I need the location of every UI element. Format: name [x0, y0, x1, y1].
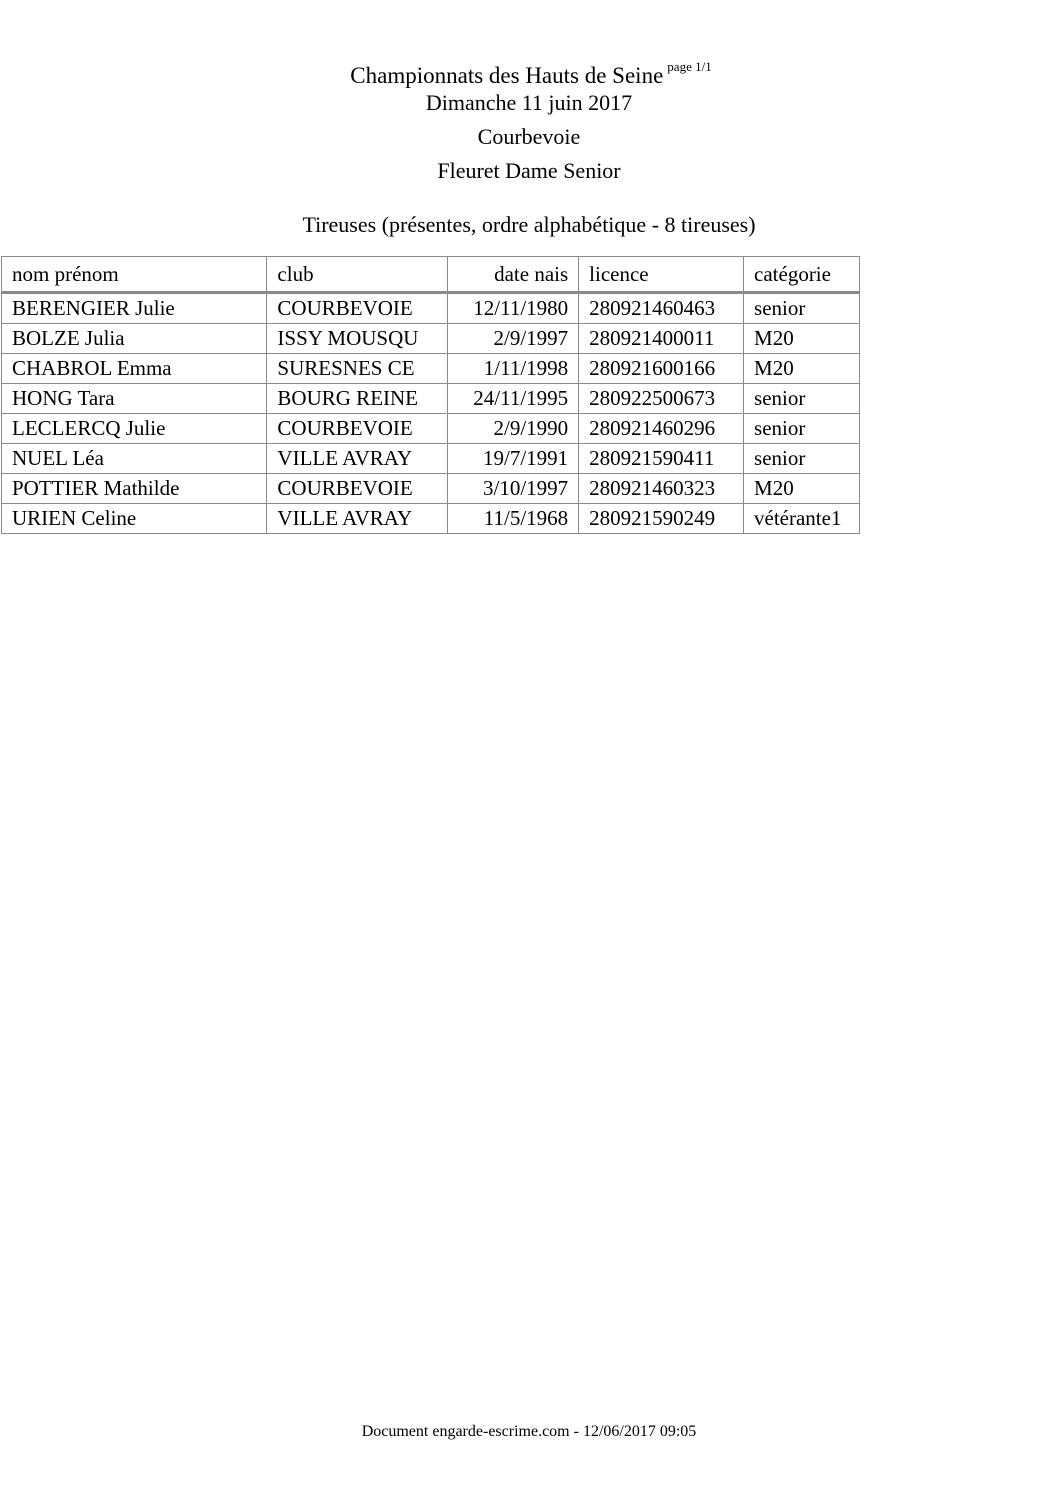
cell-birthdate: 12/11/1980 [448, 293, 579, 324]
cell-name: BERENGIER Julie [2, 293, 267, 324]
cell-name: BOLZE Julia [2, 324, 267, 354]
cell-birthdate: 11/5/1968 [448, 504, 579, 534]
page-number: page 1/1 [667, 59, 712, 74]
cell-birthdate: 2/9/1990 [448, 414, 579, 444]
cell-birthdate: 24/11/1995 [448, 384, 579, 414]
cell-birthdate: 19/7/1991 [448, 444, 579, 474]
cell-category: M20 [744, 324, 860, 354]
cell-licence: 280921590249 [579, 504, 744, 534]
column-header-birthdate: date nais [448, 257, 579, 293]
cell-licence: 280921460463 [579, 293, 744, 324]
table-row [2, 384, 860, 414]
cell-category: senior [744, 293, 860, 324]
cell-club: COURBEVOIE [267, 293, 448, 324]
cell-category: senior [744, 414, 860, 444]
column-header-licence: licence [579, 257, 744, 293]
table-body [2, 293, 860, 534]
cell-club: COURBEVOIE [267, 414, 448, 444]
cell-licence: 280921460323 [579, 474, 744, 504]
cell-club: VILLE AVRAY [267, 504, 448, 534]
cell-category: vétérante1 [744, 504, 860, 534]
table-caption: Tireuses (présentes, ordre alphabétique - 8 tireuses) [302, 212, 756, 237]
cell-licence: 280922500673 [579, 384, 744, 414]
cell-licence: 280921590411 [579, 444, 744, 474]
event-date: Dimanche 11 juin 2017 [425, 90, 633, 115]
cell-club: BOURG REINE [267, 384, 448, 414]
table-row [2, 324, 860, 354]
document-title: Championnats des Hauts de Seine [350, 63, 664, 88]
event-name: Fleuret Dame Senior [437, 158, 621, 183]
cell-name: NUEL Léa [2, 444, 267, 474]
cell-name: URIEN Celine [2, 504, 267, 534]
table-row [2, 414, 860, 444]
table-row [2, 444, 860, 474]
document-footer: Document engarde-escrime.com - 12/06/2017 09:05 [361, 1423, 697, 1440]
cell-name: LECLERCQ Julie [2, 414, 267, 444]
document-title-wrap [350, 59, 712, 88]
table-row [2, 504, 860, 534]
cell-club: VILLE AVRAY [267, 444, 448, 474]
cell-category: senior [744, 384, 860, 414]
cell-birthdate: 3/10/1997 [448, 474, 579, 504]
cell-category: M20 [744, 474, 860, 504]
header-row [2, 257, 860, 293]
event-city: Courbevoie [477, 124, 581, 149]
cell-club: COURBEVOIE [267, 474, 448, 504]
table-row [2, 293, 860, 324]
cell-licence: 280921600166 [579, 354, 744, 384]
cell-category: senior [744, 444, 860, 474]
cell-club: SURESNES CE [267, 354, 448, 384]
cell-birthdate: 2/9/1997 [448, 324, 579, 354]
document-title-line [0, 52, 1058, 91]
column-header-name: nom prénom [2, 257, 267, 293]
cell-name: HONG Tara [2, 384, 267, 414]
column-header-category: catégorie [744, 257, 860, 293]
table-row [2, 474, 860, 504]
fencers-table [1, 256, 860, 534]
cell-name: POTTIER Mathilde [2, 474, 267, 504]
column-header-club: club [267, 257, 448, 293]
cell-club: ISSY MOUSQU [267, 324, 448, 354]
cell-birthdate: 1/11/1998 [448, 354, 579, 384]
table-row [2, 354, 860, 384]
cell-name: CHABROL Emma [2, 354, 267, 384]
cell-licence: 280921400011 [579, 324, 744, 354]
table-header [2, 257, 860, 293]
cell-licence: 280921460296 [579, 414, 744, 444]
cell-category: M20 [744, 354, 860, 384]
